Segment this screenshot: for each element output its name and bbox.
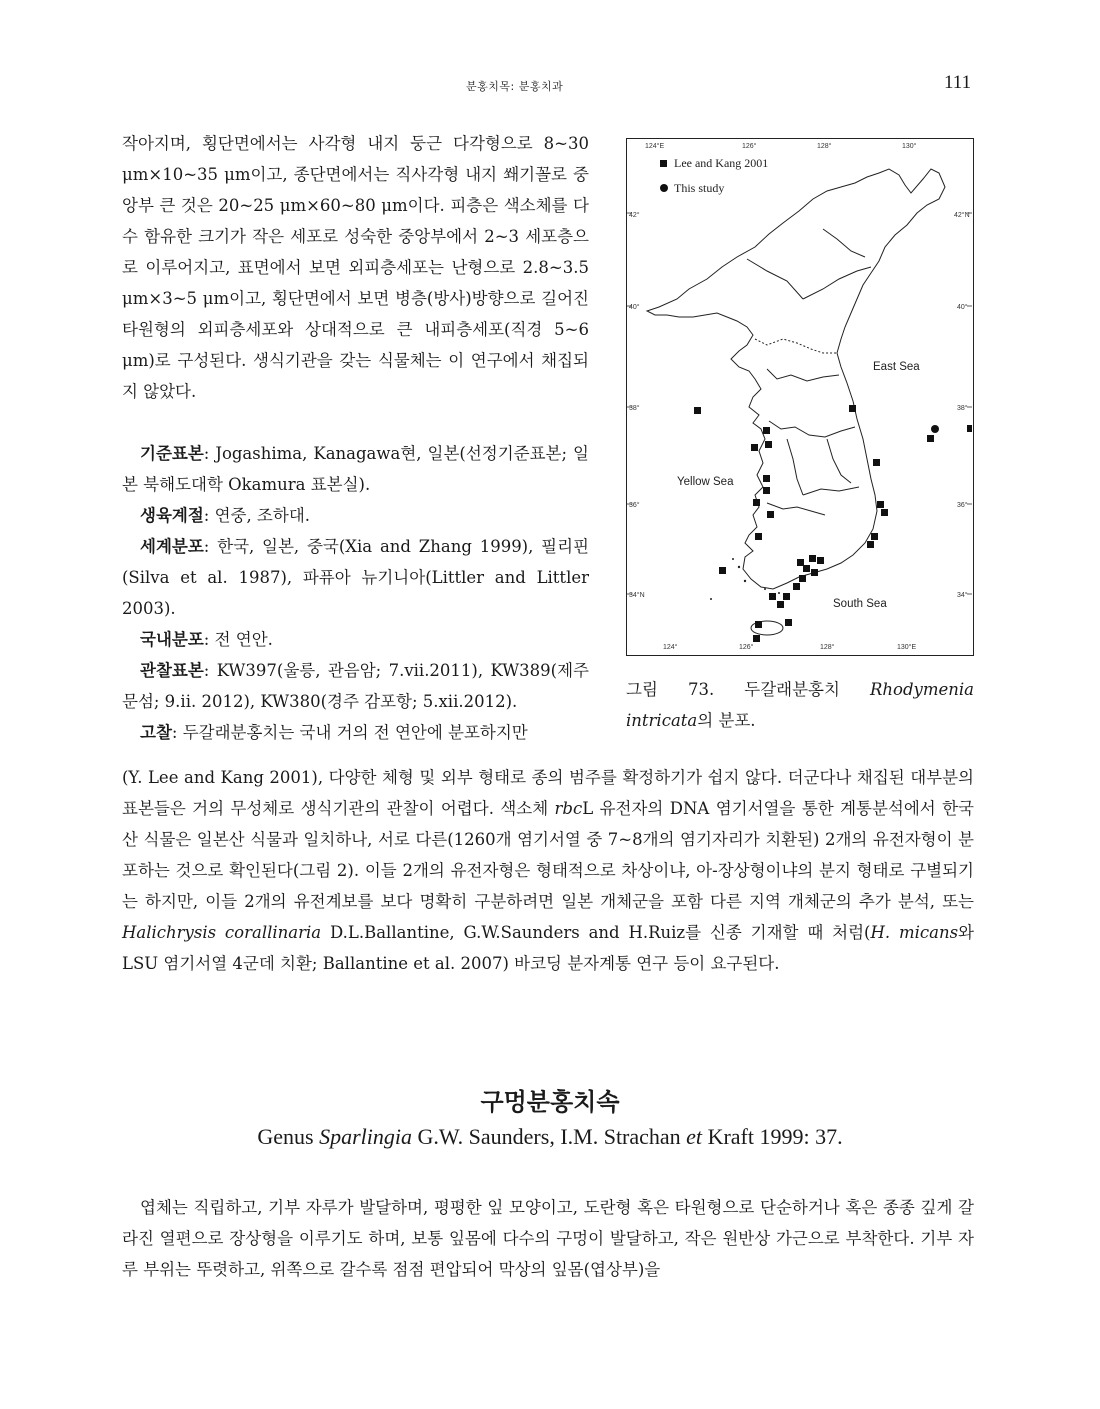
type-specimen-label: 기준표본 xyxy=(140,444,204,463)
remarks-label: 고찰 xyxy=(140,723,172,742)
site-square xyxy=(763,427,770,434)
page-number: 111 xyxy=(944,72,972,93)
site-square xyxy=(755,533,762,540)
genus-description: 엽체는 직립하고, 기부 자루가 발달하며, 평평한 잎 모양이고, 도란형 혹은 타원형으로 단순하거나 혹은 종종 깊게 갈라진 열편으로 장상형을 이루기도 하며, 보통 잎몸에 다수의 구멍이 발달하고, 작은 원반상 가근으로 부착한다. 기부 자루 부위는 뚜렷하고, 위쪽으로 갈수록 점점 편압되어 막상의 잎몸(엽상부)을 xyxy=(122,1198,974,1279)
site-square xyxy=(785,619,792,626)
korea-distribution-label: 국내분포 xyxy=(140,630,204,649)
type-specimen-text: : Jogashima, Kanagawa현, 일본(선정기준표본; 일본 북해도대학 Okamura 표본실). xyxy=(122,444,589,494)
genus-sub-et: et xyxy=(686,1124,703,1149)
east-sea-label: East Sea xyxy=(873,361,920,373)
caption-species: Rhodymenia intricata xyxy=(626,680,974,730)
map-svg xyxy=(627,139,972,654)
site-square xyxy=(817,557,824,564)
world-distribution-paragraph xyxy=(122,531,589,624)
south-sea-label: South Sea xyxy=(833,598,887,610)
genus-sub-a: Genus xyxy=(257,1124,320,1149)
tick-left-1: 40° xyxy=(629,304,640,311)
site-square xyxy=(881,509,888,516)
site-square xyxy=(803,565,810,572)
specimens-paragraph xyxy=(122,655,589,717)
tick-top-2: 128° xyxy=(817,143,832,150)
coastline xyxy=(647,169,945,589)
site-square xyxy=(799,575,806,582)
site-square xyxy=(967,425,972,432)
right-ticks xyxy=(954,211,970,599)
tick-top-1: 126° xyxy=(742,143,757,150)
site-square xyxy=(867,541,874,548)
site-square xyxy=(777,601,784,608)
specimens-label: 관찰표본 xyxy=(140,661,204,680)
site-square xyxy=(763,487,770,494)
site-square xyxy=(763,475,770,482)
tick-right-2: 38° xyxy=(957,405,968,412)
this-study-sites xyxy=(931,425,939,433)
tick-right-1: 40° xyxy=(957,304,968,311)
site-square xyxy=(694,407,701,414)
korea-distribution-paragraph xyxy=(122,624,589,655)
description-paragraph: 작아지며, 횡단면에서는 사각형 내지 둥근 다각형으로 8~30 μm×10~35 μm이고, 종단면에서는 직사각형 내지 쐐기꼴로 중앙부 큰 것은 20~25 μm×60~80 μm이다. 피층은 색소체를 다수 함유한 크기가 작은 세포로 성숙한 중앙부에서 2~3 세포층으로 이루어지고, 표면에서 보면 외피층세포는 난형으로 2.8~3.5 μm×3~5 μm이고, 횡단면에서 보면 병층(방사)방향으로 길어진 타원형의 외피층세포와 상대적으로 큰 내피층세포(직경 5~6 μm)로 구성된다. 생식기관을 갖는 식물체는 이 연구에서 채집되지 않았다. xyxy=(122,134,589,401)
tick-right-0: 42°N xyxy=(954,212,970,219)
remarks-text: : 두갈래분홍치는 국내 거의 전 연안에 분포하지만 xyxy=(171,723,528,742)
tick-bottom-1: 126° xyxy=(739,644,754,651)
legend-circle-icon xyxy=(660,184,668,192)
world-distribution-label: 세계분포 xyxy=(140,537,204,556)
korea-distribution-text: : 전 연안. xyxy=(203,630,273,649)
site-square xyxy=(755,621,762,628)
site-square xyxy=(769,593,776,600)
genus-subtitle xyxy=(0,1124,1100,1150)
site-square xyxy=(793,583,800,590)
species-micans: H. micans xyxy=(870,923,959,942)
caption-suffix: 의 분포. xyxy=(697,711,756,730)
site-square xyxy=(767,511,774,518)
tick-marks xyxy=(627,213,972,594)
genus-sub-b: G.W. Saunders, I.M. Strachan xyxy=(412,1124,687,1149)
genus-title: 구멍분홍치속 xyxy=(480,1087,620,1116)
legend-square-label: Lee and Kang 2001 xyxy=(674,156,769,170)
remarks-text-1: (Y. Lee and Kang 2001), 다양한 체형 및 외부 형태로 종의 범주를 확정하기가 쉽지 않다. 더군다나 채집된 대부분의 표본들은 거의 무성체로 생식기관의 관찰이 어렵다. 색소체 xyxy=(122,768,974,818)
site-square xyxy=(877,501,884,508)
site-square xyxy=(753,499,760,506)
tick-left-0: 42° xyxy=(629,212,640,219)
specimens-text: : KW397(울릉, 관음암; 7.vii.2011), KW389(제주 문섬; 9.ii. 2012), KW380(경주 감포항; 5.xii.2012). xyxy=(122,661,589,711)
site-square xyxy=(809,555,816,562)
remarks-text-3: D.L.Ballantine, G.W.Saunders and H.Ruiz를 신종 기재할 때 처럼( xyxy=(321,923,871,942)
tick-left-3: 36° xyxy=(629,502,640,509)
tick-left-4: 34°N xyxy=(629,592,645,599)
yellow-sea-label: Yellow Sea xyxy=(677,476,734,488)
legend-circle-label: This study xyxy=(674,181,725,195)
site-square xyxy=(871,533,878,540)
season-label: 생육계절 xyxy=(140,506,204,525)
tick-right-4: 34° xyxy=(957,592,968,599)
bottom-ticks xyxy=(663,643,916,651)
site-square xyxy=(873,459,880,466)
page-header xyxy=(0,72,1100,96)
remarks-continuation xyxy=(122,762,974,979)
left-column xyxy=(122,128,589,748)
tick-top-0: 124°E xyxy=(645,143,665,150)
caption-prefix: 그림 73. 두갈래분홍치 xyxy=(626,680,870,699)
running-head: 분홍치목: 분홍치과 xyxy=(466,80,564,93)
tick-bottom-2: 128° xyxy=(820,644,835,651)
genus-sub-c: Kraft 1999: 37. xyxy=(702,1124,843,1149)
distribution-map xyxy=(626,138,974,656)
world-distribution-text: : 한국, 일본, 중국(Xia and Zhang 1999), 필리핀(Silva et al. 1987), 파퓨아 뉴기니아(Littler and Littler 2003). xyxy=(122,537,589,618)
tick-left-2: 38° xyxy=(629,405,640,412)
tick-bottom-3: 130°E xyxy=(897,644,917,651)
remarks-text-4: 와 LSU 염기서열 4군데 치환; Ballantine et al. 2007) 바코딩 분자계통 연구 등이 요구된다. xyxy=(122,923,974,973)
type-specimen-paragraph xyxy=(122,438,589,500)
remarks-text-2: L 유전자의 DNA 염기서열을 통한 계통분석에서 한국산 식물은 일본산 식물과 일치하나, 서로 다른(1260개 염기서열 중 7~8개의 염기자리가 치환된) 2개의 유전자형이 분포하는 것으로 확인된다(그림 2). 이들 2개의 유전자형은 형태적으로 차상이냐, 아-장상형이냐의 분지 형태로 구별되기는 하지만, 이들 2개의 유전계보를 보다 명확히 구분하려면 일본 개체군을 포함 다른 지역 개체군의 추가 분석, 또는 xyxy=(122,799,974,911)
site-circle xyxy=(931,425,939,433)
figure-caption xyxy=(626,674,974,736)
season-text: : 연중, 조하대. xyxy=(203,506,310,525)
left-ticks xyxy=(629,211,645,599)
gene-name: rbc xyxy=(554,799,583,818)
map-legend xyxy=(660,156,768,195)
site-square xyxy=(783,593,790,600)
site-square xyxy=(719,567,726,574)
genus-name: Sparlingia xyxy=(319,1124,413,1149)
remarks-paragraph xyxy=(122,717,589,748)
tick-top-3: 130° xyxy=(902,143,917,150)
site-square xyxy=(751,444,758,451)
site-square xyxy=(797,559,804,566)
site-square xyxy=(927,435,934,442)
tick-right-3: 36° xyxy=(957,502,968,509)
site-square xyxy=(811,569,818,576)
season-paragraph xyxy=(122,500,589,531)
legend-square-icon xyxy=(660,160,667,167)
site-square xyxy=(765,441,772,448)
species-halichrysis: Halichrysis corallinaria xyxy=(122,923,322,942)
tick-bottom-0: 124° xyxy=(663,644,678,651)
site-square xyxy=(753,635,760,642)
top-ticks xyxy=(645,142,917,150)
site-square xyxy=(849,405,856,412)
